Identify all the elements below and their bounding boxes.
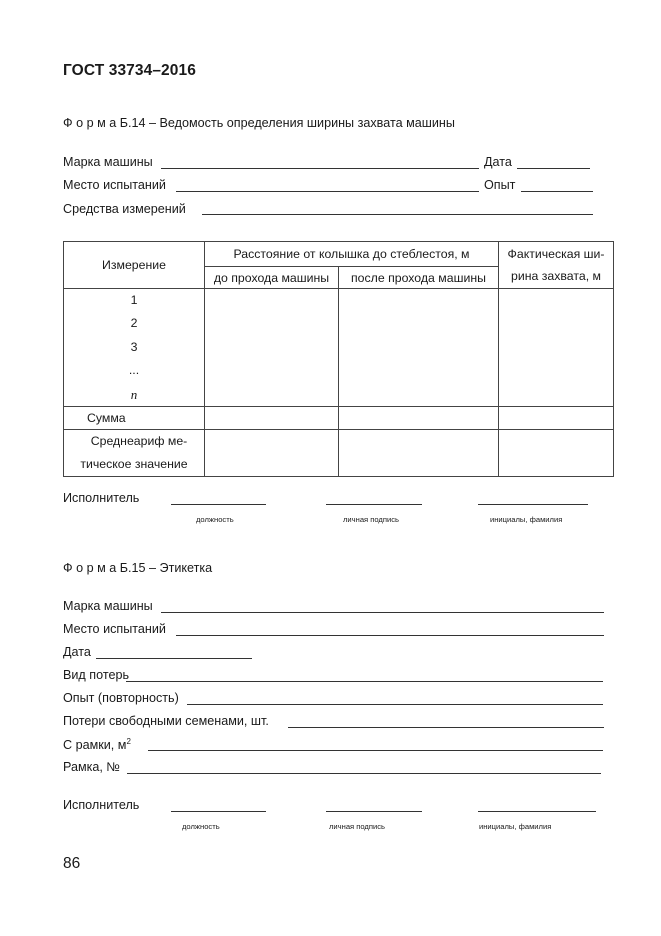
header-actual-width [499,242,614,289]
label-brand: Марка машины [63,599,153,613]
header-after-pass: после прохода машины [339,267,499,289]
cell-actual-values[interactable] [499,289,614,407]
header-before-pass: до прохода машины [205,267,339,289]
form-14-caption: Ф о р м а Б.14 – Ведомость определения ширины захвата машины [63,116,455,130]
field-instruments-line[interactable] [202,214,593,215]
label-date-line[interactable] [96,658,252,659]
label-trial-line[interactable] [187,704,603,705]
label-loss-type-line[interactable] [126,681,603,682]
row-number-n: n [130,386,138,402]
performer-label-2: Исполнитель [63,798,140,812]
row-mean-label [64,429,205,476]
row-mean-line1: Среднеариф ме- [90,433,188,448]
name-line[interactable] [478,504,588,505]
position-caption: должность [196,515,234,524]
label-frame-no: Рамка, № [63,760,120,774]
row-mean-line2: тическое значение [80,456,188,471]
field-trial-line[interactable] [521,191,593,192]
field-place-line[interactable] [176,191,479,192]
label-frame-area-sup: 2 [126,737,131,746]
label-trial: Опыт (повторность) [63,691,179,705]
position-line-2[interactable] [171,811,266,812]
cell-mean-after[interactable] [339,429,499,476]
label-place-line[interactable] [176,635,604,636]
cell-after-values[interactable] [339,289,499,407]
field-brand-line[interactable] [161,168,479,169]
cell-sum-actual[interactable] [499,406,614,429]
label-free-seed-loss-line[interactable] [288,727,604,728]
field-instruments-label: Средства измерений [63,202,186,216]
header-actual-width-line1: Фактическая ши- [507,247,605,261]
signature-caption: личная подпись [343,515,399,524]
label-free-seed-loss: Потери свободными семенами, шт. [63,714,269,728]
header-actual-width-line2: рина захвата, м [511,269,601,283]
row-numbers-cell [64,289,205,407]
position-caption-2: должность [182,822,220,831]
field-place-label: Место испытаний [63,178,166,192]
label-frame-area-line[interactable] [148,750,603,751]
signature-caption-2: личная подпись [329,822,385,831]
form-15-caption: Ф о р м а Б.15 – Этикетка [63,561,213,575]
measurement-table [63,241,614,477]
cell-mean-actual[interactable] [499,429,614,476]
field-trial-label: Опыт [484,178,516,192]
cell-before-values[interactable] [205,289,339,407]
signature-line-2[interactable] [326,811,422,812]
row-number-1: 1 [130,293,138,307]
label-frame-area-text: С рамки, м [63,738,127,753]
label-date: Дата [63,645,91,659]
field-brand-label: Марка машины [63,155,153,169]
name-line-2[interactable] [478,811,596,812]
row-number-3: 3 [130,339,138,354]
signature-line[interactable] [326,504,422,505]
row-number-2: 2 [130,316,138,331]
cell-mean-before[interactable] [205,429,339,476]
cell-sum-after[interactable] [339,406,499,429]
name-caption: инициалы, фамилия [490,515,563,524]
label-brand-line[interactable] [161,612,604,613]
field-date-line[interactable] [517,168,590,169]
label-place: Место испытаний [63,622,166,636]
label-loss-type: Вид потерь [63,668,130,682]
cell-sum-before[interactable] [205,406,339,429]
page-number: 86 [63,855,81,872]
header-distance: Расстояние от колышка до стеблестоя, м [205,242,499,267]
field-date-label: Дата [484,155,512,169]
name-caption-2: инициалы, фамилия [479,822,552,831]
row-sum-label: Сумма [64,406,205,429]
document-header: ГОСТ 33734–2016 [63,62,196,79]
performer-label: Исполнитель [63,491,140,505]
row-number-ellipsis: ... [128,363,140,378]
label-frame-no-line[interactable] [127,773,601,774]
label-frame-area [63,737,131,752]
position-line[interactable] [171,504,266,505]
header-measurement: Измерение [64,242,205,289]
